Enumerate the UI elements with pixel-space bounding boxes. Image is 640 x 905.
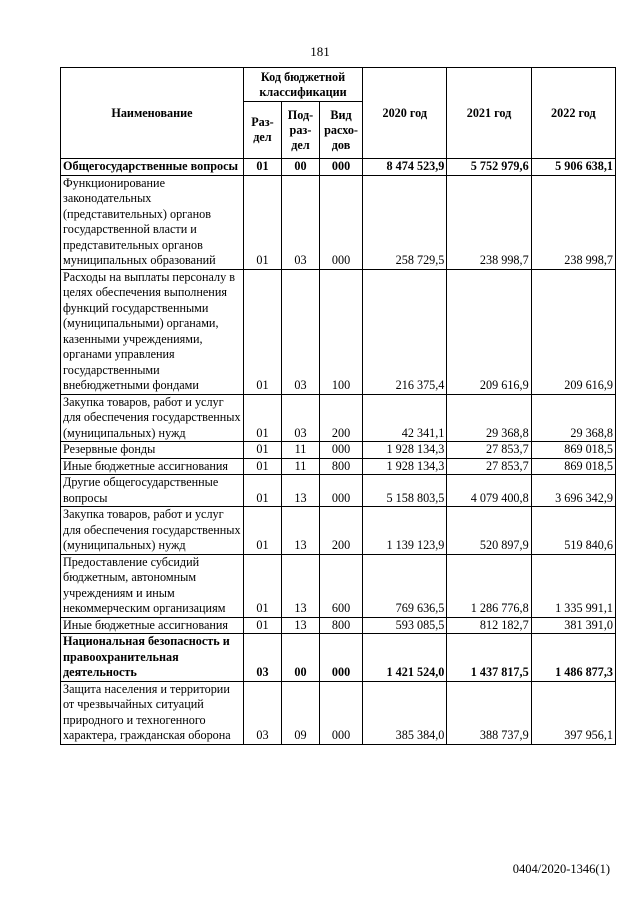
row-name: Иные бюджетные ассигнования: [61, 617, 244, 634]
row-value-2020: 216 375,4: [363, 269, 447, 394]
row-expense-type: 800: [319, 458, 362, 475]
row-section: 01: [243, 617, 281, 634]
row-subsection: 13: [281, 507, 319, 555]
row-expense-type: 800: [319, 617, 362, 634]
row-subsection: 11: [281, 442, 319, 459]
row-expense-type: 000: [319, 634, 362, 682]
row-expense-type: 200: [319, 507, 362, 555]
row-name: Закупка товаров, работ и услуг для обеспечения государственных (муниципальных) нужд: [61, 394, 244, 442]
header-expense-type: Вид расхо- дов: [319, 102, 362, 159]
row-section: 01: [243, 175, 281, 269]
row-value-2022: 869 018,5: [531, 442, 615, 459]
row-subsection: 13: [281, 617, 319, 634]
row-value-2020: 1 928 134,3: [363, 458, 447, 475]
row-value-2021: 1 437 817,5: [447, 634, 531, 682]
row-value-2020: 385 384,0: [363, 681, 447, 744]
row-section: 01: [243, 442, 281, 459]
table-body: [61, 159, 616, 745]
row-value-2022: 209 616,9: [531, 269, 615, 394]
table-row: [61, 507, 616, 555]
row-value-2020: 769 636,5: [363, 554, 447, 617]
row-value-2021: 812 182,7: [447, 617, 531, 634]
row-value-2021: 4 079 400,8: [447, 475, 531, 507]
row-value-2021: 209 616,9: [447, 269, 531, 394]
row-subsection: 03: [281, 175, 319, 269]
table-row: [61, 634, 616, 682]
row-section: 01: [243, 269, 281, 394]
table-row: [61, 159, 616, 176]
row-value-2021: 1 286 776,8: [447, 554, 531, 617]
row-value-2022: 29 368,8: [531, 394, 615, 442]
row-value-2021: 5 752 979,6: [447, 159, 531, 176]
row-value-2021: 388 737,9: [447, 681, 531, 744]
table-header: [61, 68, 616, 159]
row-section: 01: [243, 475, 281, 507]
row-section: 01: [243, 507, 281, 555]
row-value-2021: 27 853,7: [447, 442, 531, 459]
row-subsection: 09: [281, 681, 319, 744]
row-name: Иные бюджетные ассигнования: [61, 458, 244, 475]
row-section: 03: [243, 634, 281, 682]
row-name: Защита населения и территории от чрезвычайных ситуаций природного и техногенного характера, гражданская оборона: [61, 681, 244, 744]
row-value-2022: 1 486 877,3: [531, 634, 615, 682]
row-section: 01: [243, 394, 281, 442]
row-name: Резервные фонды: [61, 442, 244, 459]
row-name: Расходы на выплаты персоналу в целях обеспечения выполнения функций государственными (муниципальными) органами, казенными учреждениями, органами управления государственными внебюджетными фондами: [61, 269, 244, 394]
header-name: Наименование: [61, 68, 244, 159]
row-name: Закупка товаров, работ и услуг для обеспечения государственных (муниципальных) нужд: [61, 507, 244, 555]
document-code: 0404/2020-1346(1): [512, 862, 610, 876]
budget-table: [60, 67, 616, 745]
row-subsection: 13: [281, 475, 319, 507]
row-section: 01: [243, 554, 281, 617]
row-expense-type: 000: [319, 159, 362, 176]
row-value-2022: 869 018,5: [531, 458, 615, 475]
row-section: 01: [243, 159, 281, 176]
row-value-2020: 1 928 134,3: [363, 442, 447, 459]
row-section: 03: [243, 681, 281, 744]
table-row: [61, 475, 616, 507]
table-row: [61, 175, 616, 269]
row-expense-type: 000: [319, 175, 362, 269]
row-name: Другие общегосударственные вопросы: [61, 475, 244, 507]
row-value-2020: 8 474 523,9: [363, 159, 447, 176]
row-section: 01: [243, 458, 281, 475]
table-row: [61, 442, 616, 459]
header-2020: 2020 год: [363, 68, 447, 159]
table-row: [61, 458, 616, 475]
table-row: [61, 681, 616, 744]
row-value-2022: 3 696 342,9: [531, 475, 615, 507]
row-subsection: 00: [281, 634, 319, 682]
table-row: [61, 554, 616, 617]
row-expense-type: 100: [319, 269, 362, 394]
row-value-2020: 42 341,1: [363, 394, 447, 442]
row-value-2022: 1 335 991,1: [531, 554, 615, 617]
header-2021: 2021 год: [447, 68, 531, 159]
row-value-2020: 593 085,5: [363, 617, 447, 634]
row-subsection: 00: [281, 159, 319, 176]
row-value-2021: 520 897,9: [447, 507, 531, 555]
page-number: 181: [310, 44, 330, 59]
row-value-2022: 381 391,0: [531, 617, 615, 634]
row-name: Предоставление субсидий бюджетным, автономным учреждениям и иным некоммерческим организациям: [61, 554, 244, 617]
row-value-2021: 238 998,7: [447, 175, 531, 269]
row-expense-type: 200: [319, 394, 362, 442]
row-value-2022: 5 906 638,1: [531, 159, 615, 176]
header-code-group: Код бюджетной классификации: [243, 68, 362, 102]
row-value-2021: 27 853,7: [447, 458, 531, 475]
row-name: Функционирование законодательных (представительных) органов государственной власти и представительных органов муниципальных образований: [61, 175, 244, 269]
row-subsection: 03: [281, 394, 319, 442]
row-expense-type: 000: [319, 475, 362, 507]
header-2022: 2022 год: [531, 68, 615, 159]
row-expense-type: 000: [319, 681, 362, 744]
row-value-2020: 258 729,5: [363, 175, 447, 269]
table-row: [61, 394, 616, 442]
row-expense-type: 000: [319, 442, 362, 459]
row-value-2022: 238 998,7: [531, 175, 615, 269]
row-expense-type: 600: [319, 554, 362, 617]
row-value-2021: 29 368,8: [447, 394, 531, 442]
row-name: Общегосударственные вопросы: [61, 159, 244, 176]
row-value-2020: 5 158 803,5: [363, 475, 447, 507]
header-section: Раз- дел: [243, 102, 281, 159]
row-value-2022: 519 840,6: [531, 507, 615, 555]
row-value-2022: 397 956,1: [531, 681, 615, 744]
table-row: [61, 269, 616, 394]
table-row: [61, 617, 616, 634]
header-subsection: Под- раз- дел: [281, 102, 319, 159]
row-subsection: 11: [281, 458, 319, 475]
row-name: Национальная безопасность и правоохранительная деятельность: [61, 634, 244, 682]
row-subsection: 03: [281, 269, 319, 394]
row-value-2020: 1 139 123,9: [363, 507, 447, 555]
row-value-2020: 1 421 524,0: [363, 634, 447, 682]
row-subsection: 13: [281, 554, 319, 617]
